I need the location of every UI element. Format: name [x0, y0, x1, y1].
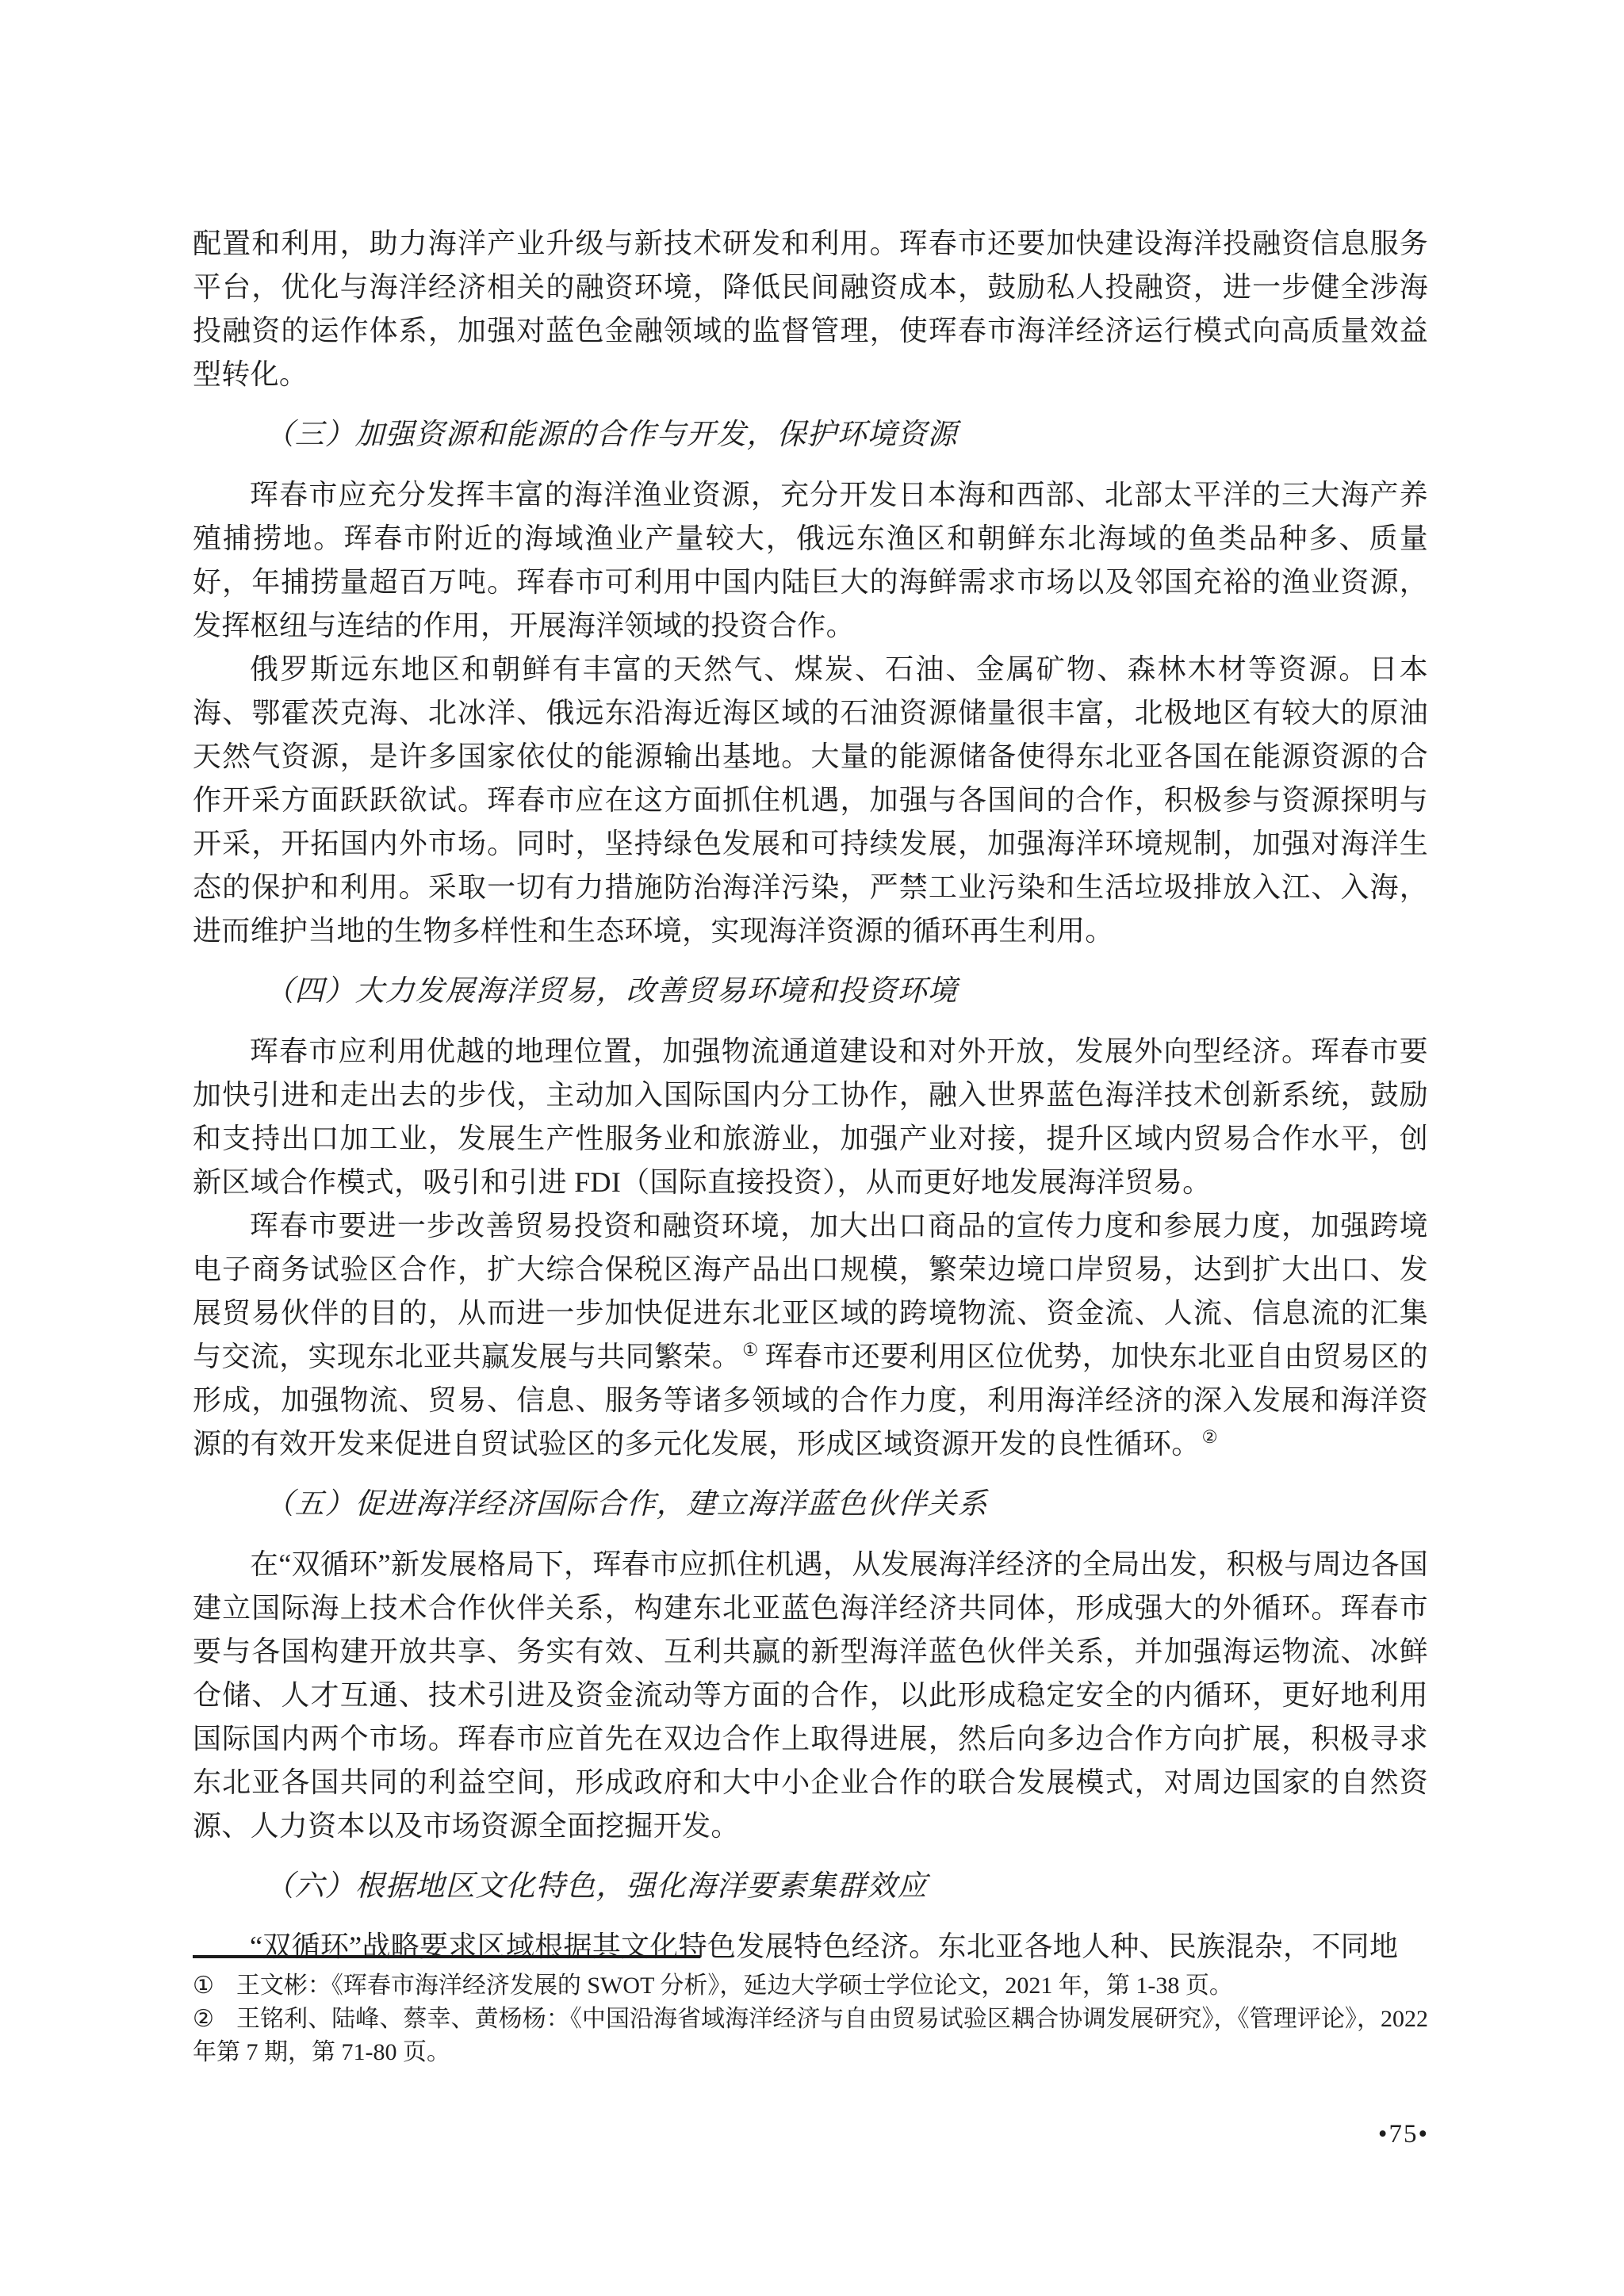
paragraph-fishery-resources: 珲春市应充分发挥丰富的海洋渔业资源，充分开发日本海和西部、北部太平洋的三大海产养殖捕捞地。珲春市附近的海域渔业产量较大，俄远东渔区和朝鲜东北海域的鱼类品种多、质量好，年捕捞量超百万吨。珲春市可利用中国内陆巨大的海鲜需求市场以及邻国充裕的渔业资源，发挥枢纽与连结的作用，开展海洋领域的投资合作。: [193, 479, 1428, 641]
footnotes-section: [193, 1955, 1428, 2069]
paragraph-trade-location: 珲春市应利用优越的地理位置，加强物流通道建设和对外开放，发展外向型经济。珲春市要加快引进和走出去的步伐，主动加入国际国内分工协作，融入世界蓝色海洋技术创新系统，鼓励和支持出口加工业，发展生产性服务业和旅游业，加强产业对接，提升区域内贸易合作水平，创新区域合作模式，吸引和引进 FDI（国际直接投资），从而更好地发展海洋贸易。: [193, 1035, 1428, 1198]
footnote-1-text: 王文彬：《珲春市海洋经济发展的 SWOT 分析》，延边大学硕士学位论文，2021 年，第 1-38 页。: [236, 1973, 1233, 1999]
section-heading-4-marine-trade: （四）大力发展海洋贸易，改善贸易环境和投资环境: [264, 975, 958, 1008]
section-heading-3-resources-energy: （三）加强资源和能源的合作与开发，保护环境资源: [264, 419, 958, 451]
paragraph-trade-environment-text-2: 珲春市还要利用区位优势，加快东北亚自由贸易区的形成，加强物流、贸易、信息、服务等诸多领域的合作力度，利用海洋经济的深入发展和海洋资源的有效开发来促进自贸试验区的多元化发展，形成区域资源开发的良性循环。: [193, 1341, 1428, 1460]
footnote-reference-1: ①: [742, 1340, 759, 1360]
page-number: •75•: [1377, 2120, 1429, 2149]
footnote-2-text: 王铭利、陆峰、蔡幸、黄杨杨：《中国沿海省域海洋经济与自由贸易试验区耦合协调发展研究》，《管理评论》，2022 年第 7 期，第 71-80 页。: [193, 2006, 1429, 2065]
footnote-item-1: [193, 1969, 1428, 2003]
paragraph-energy-resources: 俄罗斯远东地区和朝鲜有丰富的天然气、煤炭、石油、金属矿物、森林木材等资源。日本海、鄂霍茨克海、北冰洋、俄远东沿海近海区域的石油资源储量很丰富，北极地区有较大的原油天然气资源，是许多国家依仗的能源输出基地。大量的能源储备使得东北亚各国在能源资源的合作开采方面跃跃欲试。珲春市应在这方面抓住机遇，加强与各国间的合作，积极参与资源探明与开采，开拓国内外市场。同时，坚持绿色发展和可持续发展，加强海洋环境规制，加强对海洋生态的保护和利用。采取一切有力措施防治海洋污染，严禁工业污染和生活垃圾排放入江、入海，进而维护当地的生物多样性和生态环境，实现海洋资源的循环再生利用。: [193, 653, 1428, 947]
paragraph-culture-strategy: “双循环”战略要求区域根据其文化特色发展特色经济。东北亚各地人种、民族混杂，不同地: [250, 1931, 1399, 1962]
paragraph-trade-environment-text-1: 珲春市要进一步改善贸易投资和融资环境，加大出口商品的宣传力度和参展力度，加强跨境电子商务试验区合作，扩大综合保税区海产品出口规模，繁荣边境口岸贸易，达到扩大出口、发展贸易伙伴的目的，从而进一步加快促进东北亚区域的跨境物流、资金流、人流、信息流的汇集与交流，实现东北亚共赢发展与共同繁荣。: [193, 1210, 1428, 1372]
footnote-item-2: [193, 2003, 1428, 2069]
paragraph-finance-continuation: 配置和利用，助力海洋产业升级与新技术研发和利用。珲春市还要加快建设海洋投融资信息服务平台，优化与海洋经济相关的融资环境，降低民间融资成本，鼓励私人投融资，进一步健全涉海投融资的运作体系，加强对蓝色金融领域的监督管理，使珲春市海洋经济运行模式向高质量效益型转化。: [193, 228, 1428, 390]
footnote-1-marker: ①: [193, 1973, 214, 1999]
paragraph-dual-circulation-partnership: 在“双循环”新发展格局下，珲春市应抓住机遇，从发展海洋经济的全局出发，积极与周边各国建立国际海上技术合作伙伴关系，构建东北亚蓝色海洋经济共同体，形成强大的外循环。珲春市要与各国构建开放共享、务实有效、互利共赢的新型海洋蓝色伙伴关系，并加强海运物流、冰鲜仓储、人才互通、技术引进及资金流动等方面的合作，以此形成稳定安全的内循环，更好地利用国际国内两个市场。珲春市应首先在双边合作上取得进展，然后向多边合作方向扩展，积极寻求东北亚各国共同的利益空间，形成政府和大中小企业合作的联合发展模式，对周边国家的自然资源、人力资本以及市场资源全面挖掘开发。: [193, 1548, 1428, 1842]
footnote-2-marker: ②: [193, 2006, 214, 2032]
paragraph-trade-environment: [193, 1204, 1428, 1466]
section-heading-5-international-cooperation: （五）促进海洋经济国际合作，建立海洋蓝色伙伴关系: [264, 1488, 988, 1521]
section-heading-6-regional-culture: （六）根据地区文化特色，强化海洋要素集群效应: [264, 1870, 928, 1903]
footnote-reference-2: ②: [1201, 1427, 1218, 1447]
footnote-separator-rule: [193, 1955, 700, 1958]
body-text-column: [193, 222, 1428, 1969]
